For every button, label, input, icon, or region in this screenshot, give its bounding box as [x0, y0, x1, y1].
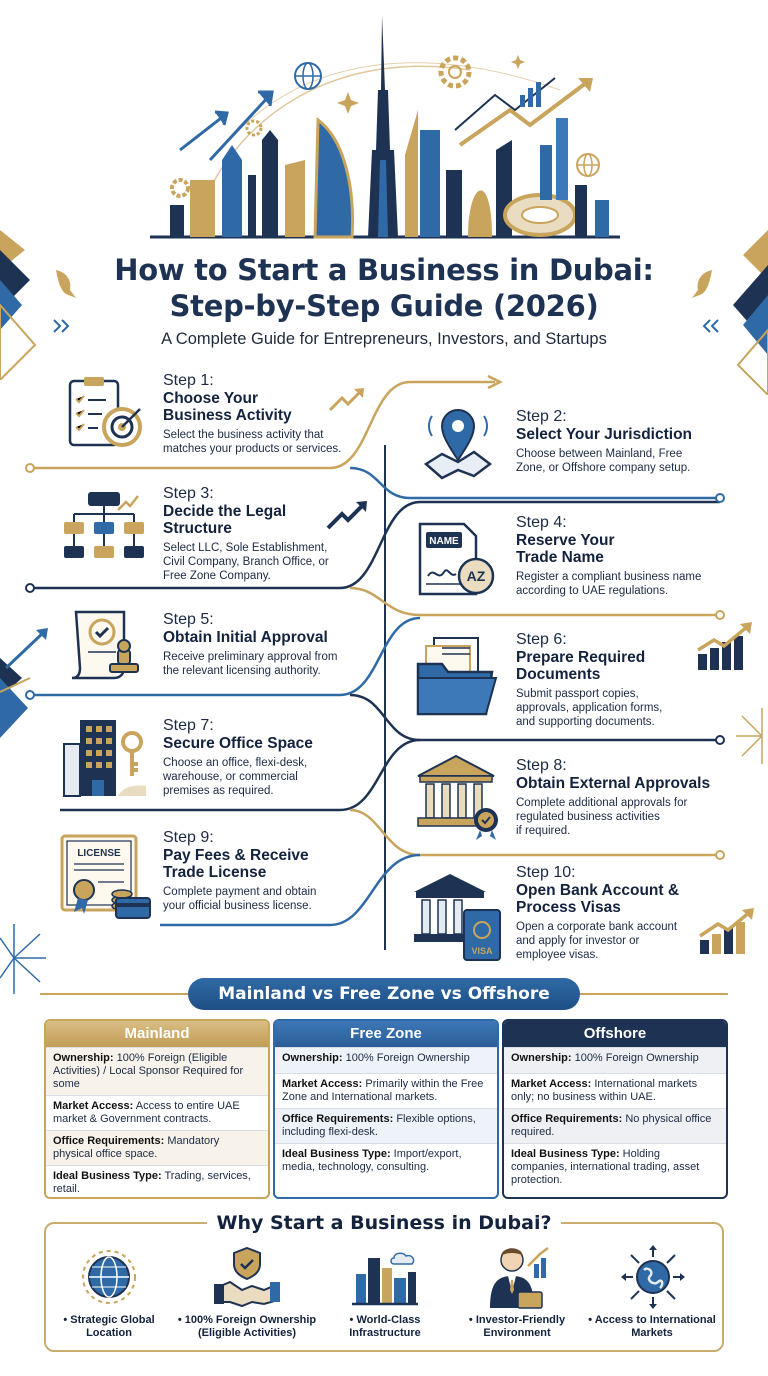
investor-businessman-icon [484, 1242, 554, 1310]
step-heading: Obtain Initial Approval [163, 629, 328, 646]
globe-network-icon [76, 1244, 142, 1310]
approval-stamp-icon [64, 604, 146, 684]
page-title: How to Start a Business in Dubai: Step-by-Step Guide (2026) [114, 253, 654, 323]
bank-passport-icon [410, 870, 506, 962]
step-10 [516, 864, 706, 962]
step-number: Step 4: [516, 514, 567, 531]
column-header: Mainland [46, 1021, 268, 1047]
office-requirements-row: Office Requirements: No physical office required. [504, 1108, 726, 1143]
step-description: Select LLC, Sole Establishment, Civil Company, Branch Office, or Free Zone Company. [163, 542, 329, 582]
why-item-location: • Strategic Global Location [63, 1314, 155, 1339]
step-6 [516, 631, 696, 729]
folder-documents-icon [414, 634, 500, 720]
step-3 [163, 485, 353, 583]
step-heading: Prepare Required Documents [516, 649, 646, 683]
step-heading: Select Your Jurisdiction [516, 426, 693, 443]
step-number: Step 1: [163, 372, 214, 389]
bar-chart-icon [520, 82, 541, 107]
step-heading: Secure Office Space [163, 735, 313, 752]
mainland-column [44, 1019, 270, 1199]
step-number: Step 2: [516, 408, 567, 425]
step-4 [516, 514, 736, 598]
market-access-row: Market Access: Primarily within the Free Zone and International markets. [275, 1073, 497, 1108]
ownership-row: Ownership: 100% Foreign (Eligible Activities) / Local Sponsor Required for some [46, 1047, 268, 1095]
step-number: Step 5: [163, 611, 214, 628]
step-2 [516, 408, 736, 475]
starburst-decoration [0, 918, 50, 998]
step-1 [163, 372, 363, 456]
step-5 [163, 611, 363, 678]
step-number: Step 6: [516, 631, 567, 648]
step-heading: Decide the Legal Structure [163, 503, 287, 537]
bar-chart-growth-icon [694, 620, 756, 672]
step-heading: Obtain External Approvals [516, 775, 711, 792]
clipboard-target-icon [66, 375, 146, 450]
city-infrastructure-icon [350, 1244, 420, 1310]
why-item-ownership: • 100% Foreign Ownership (Eligible Activities) [177, 1314, 317, 1339]
gear-icon [172, 180, 188, 196]
column-header: Free Zone [275, 1021, 497, 1047]
step-description: Choose between Mainland, Free Zone, or Offshore company setup. [516, 448, 691, 474]
step-heading: Choose Your Business Activity [163, 390, 292, 424]
sparkle-icon [337, 92, 359, 114]
step-number: Step 7: [163, 717, 214, 734]
offshore-column [502, 1019, 728, 1199]
page-subtitle: A Complete Guide for Entrepreneurs, Investors, and Startups [161, 330, 607, 348]
name-card-label: NAME [429, 536, 459, 547]
why-dubai-title: Why Start a Business in Dubai? [0, 1212, 768, 1234]
name-document-icon [414, 520, 498, 600]
step-7 [163, 717, 363, 798]
license-label: LICENSE [77, 848, 121, 859]
step-8 [516, 757, 741, 838]
step-9 [163, 829, 363, 913]
dubai-skyline-illustration [0, 0, 768, 250]
column-header: Offshore [504, 1021, 726, 1047]
step-number: Step 3: [163, 485, 214, 502]
step-description: Register a compliant business name according to UAE regulations. [516, 571, 702, 597]
market-access-row: Market Access: Access to entire UAE market & Government contracts. [46, 1095, 268, 1130]
why-item-international-markets: • Access to International Markets [588, 1314, 716, 1339]
az-label: AZ [466, 568, 486, 584]
step-heading: Open Bank Account & Process Visas [516, 882, 680, 916]
location-pin-icon [418, 402, 498, 480]
step-description: Receive preliminary approval from the relevant licensing authority. [163, 651, 338, 677]
sparkle-icon [511, 55, 525, 69]
globe-arrows-icon [620, 1244, 686, 1310]
trend-arrow-icon [116, 492, 142, 512]
government-building-icon [414, 752, 498, 840]
globe-icon [295, 63, 321, 89]
ownership-row: Ownership: 100% Foreign Ownership [504, 1047, 726, 1073]
ideal-business-row: Ideal Business Type: Trading, services, retail. [46, 1165, 268, 1199]
step-description: Submit passport copies, approvals, application forms, and supporting documents. [516, 688, 663, 728]
gear-icon [441, 58, 469, 86]
step-number: Step 8: [516, 757, 567, 774]
handshake-shield-icon [212, 1244, 282, 1310]
office-building-key-icon [60, 712, 150, 798]
ideal-business-row: Ideal Business Type: Holding companies, international trading, asset protection. [504, 1143, 726, 1191]
why-item-investor-friendly: • Investor-Friendly Environment [468, 1314, 566, 1339]
free-zone-column [273, 1019, 499, 1199]
market-access-row: Market Access: International markets only; no business within UAE. [504, 1073, 726, 1108]
step-heading: Reserve Your Trade Name [516, 532, 615, 566]
step-description: Complete additional approvals for regulated business activities if required. [516, 797, 688, 837]
license-certificate-icon [58, 832, 154, 920]
step-description: Choose an office, flexi-desk, warehouse, or commercial premises as required. [163, 757, 308, 797]
comparison-title: Mainland vs Free Zone vs Offshore [188, 978, 580, 1010]
ownership-row: Ownership: 100% Foreign Ownership [275, 1047, 497, 1073]
step-number: Step 10: [516, 864, 576, 881]
step-description: Complete payment and obtain your official business license. [163, 886, 317, 912]
gear-icon [247, 121, 261, 135]
office-requirements-row: Office Requirements: Flexible options, including flexi-desk. [275, 1108, 497, 1143]
step-description: Open a corporate bank account and apply for investor or employee visas. [516, 921, 678, 961]
step-heading: Pay Fees & Receive Trade License [163, 847, 309, 881]
step-description: Select the business activity that matches your products or services. [163, 429, 342, 455]
left-side-decoration [0, 628, 56, 738]
skyline-buildings [170, 15, 609, 237]
visa-label: VISA [471, 946, 493, 956]
step-number: Step 9: [163, 829, 214, 846]
why-item-infrastructure: • World-Class Infrastructure [349, 1314, 421, 1339]
office-requirements-row: Office Requirements: Mandatory physical office space. [46, 1130, 268, 1165]
ideal-business-row: Ideal Business Type: Import/export, media, technology, consulting. [275, 1143, 497, 1178]
globe-icon [577, 154, 599, 176]
